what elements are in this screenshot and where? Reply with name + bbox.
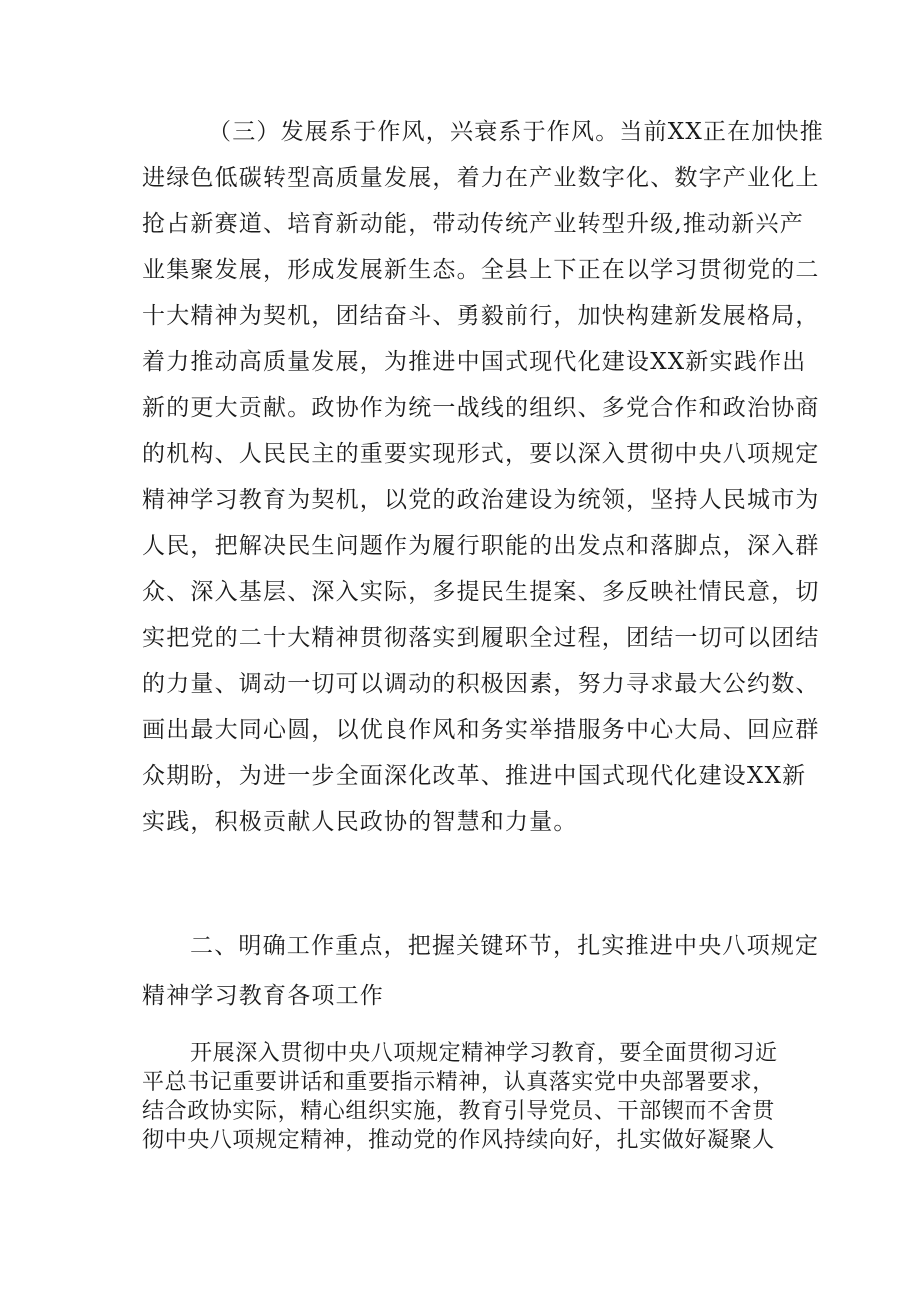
paragraph-line: 精神学习教育为契机，以党的政治建设为统领，坚持人民城市为 [142,487,820,513]
paragraph-line: 平总书记重要讲话和重要指示精神，认真落实党中央部署要求， [142,1070,775,1095]
paragraph-line: 画出最大同心圆，以优良作风和务实举措服务中心大局、回应群 [142,717,820,743]
paragraph-line: 彻中央八项规定精神，推动党的作风持续向好，扎实做好凝聚人 [142,1128,775,1153]
paragraph-line: 着力推动高质量发展，为推进中国式现代化建设XX新实践作出 [142,349,807,375]
paragraph-line: 人民，把解决民生问题作为履行职能的出发点和落脚点，深入群 [142,533,820,559]
paragraph-line: 实把党的二十大精神贯彻落实到履职全过程，团结一切可以团结 [142,625,820,651]
paragraph-line: 新的更大贡献。政协作为统一战线的组织、多党合作和政治协商 [142,395,820,421]
heading-line: 二、明确工作重点，把握关键环节，扎实推进中央八项规定 [190,933,820,959]
paragraph-line: 开展深入贯彻中央八项规定精神学习教育，要全面贯彻习近 [190,1041,778,1066]
paragraph-line: 众、深入基层、深入实际，多提民生提案、多反映社情民意，切 [142,579,820,605]
heading-line: 精神学习教育各项工作 [142,983,384,1009]
paragraph-line: （三）发展系于作风，兴衰系于作风。当前XX正在加快推 [208,119,824,145]
paragraph-line: 抢占新赛道、培育新动能，带动传统产业转型升级,推动新兴产 [142,211,804,237]
paragraph-line: 的力量、调动一切可以调动的积极因素，努力寻求最大公约数、 [142,671,820,697]
paragraph-line: 实践，积极贡献人民政协的智慧和力量。 [142,809,578,835]
paragraph-line: 的机构、人民民主的重要实现形式，要以深入贯彻中央八项规定 [142,441,820,467]
paragraph-line: 业集聚发展，形成发展新生态。全县上下正在以学习贯彻党的二 [142,257,820,283]
paragraph-line: 结合政协实际，精心组织实施，教育引导党员、干部锲而不舍贯 [142,1099,775,1124]
paragraph-line: 进绿色低碳转型高质量发展，着力在产业数字化、数字产业化上 [142,165,820,191]
paragraph-line: 十大精神为契机，团结奋斗、勇毅前行，加快构建新发展格局， [142,303,820,329]
paragraph-line: 众期盼，为进一步全面深化改革、推进中国式现代化建设XX新 [142,763,807,789]
